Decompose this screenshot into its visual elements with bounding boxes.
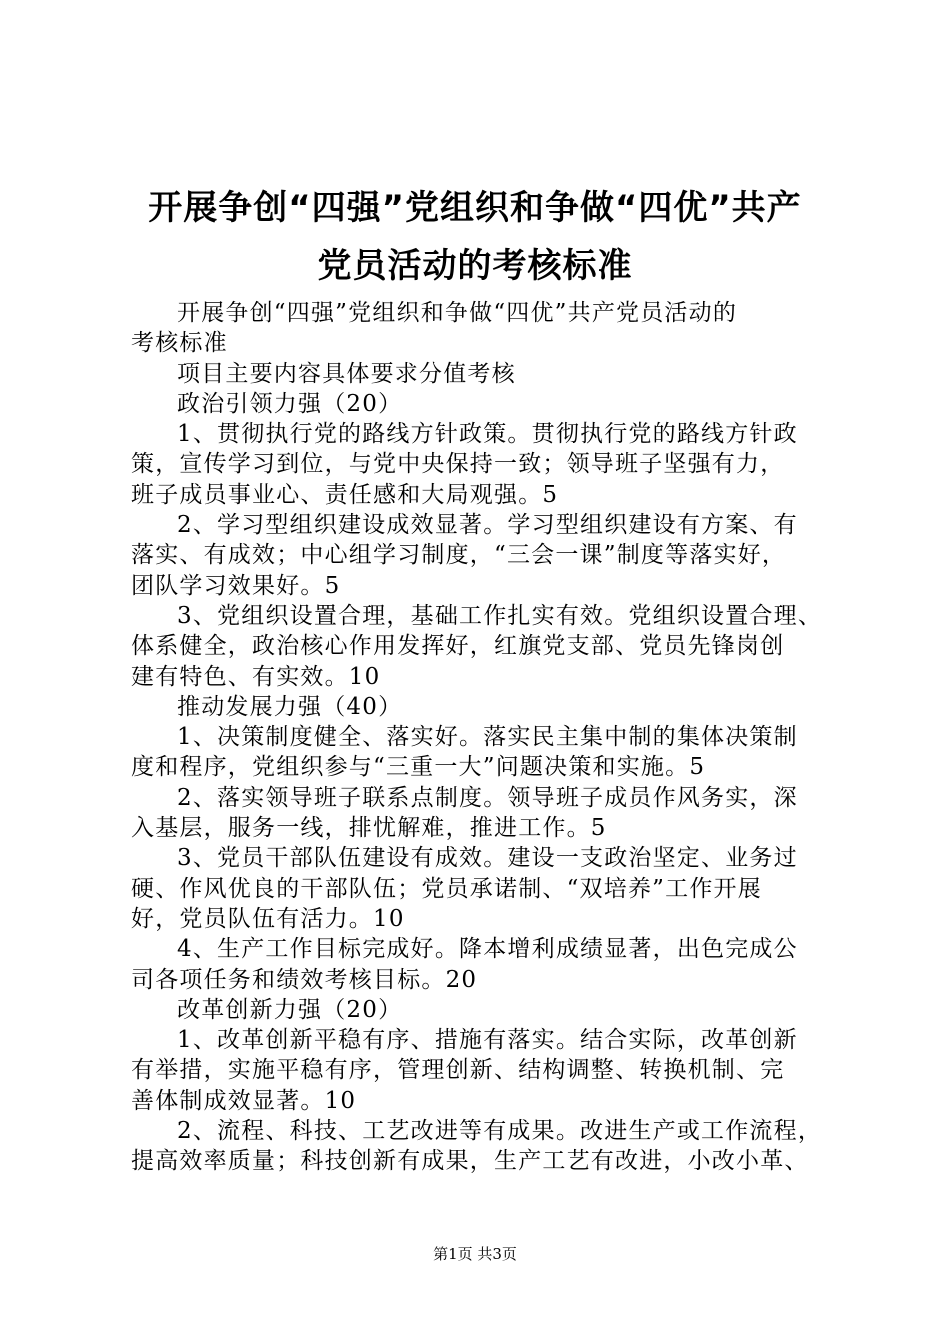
table-header-line: 项目主要内容具体要求分值考核 <box>177 360 516 387</box>
body-line: 4、生产工作目标完成好。降本增利成绩显著，出色完成公 <box>177 936 798 963</box>
body-line: 3、党组织设置合理，基础工作扎实有效。党组织设置合理、 <box>177 602 823 629</box>
body-line: 落实、有成效；中心组学习制度，“三会一课”制度等落实好， <box>131 542 787 569</box>
body-line: 2、流程、科技、工艺改进等有成果。改进生产或工作流程， <box>177 1118 823 1145</box>
body-line: 入基层，服务一线，排忧解难，推进工作。5 <box>131 815 607 842</box>
body-line: 考核标准 <box>131 330 228 357</box>
body-line: 1、改革创新平稳有序、措施有落实。结合实际，改革创新 <box>177 1027 798 1054</box>
page-number-footer: 第1页 共3页 <box>433 1245 517 1263</box>
body-line: 1、决策制度健全、落实好。落实民主集中制的集体决策制 <box>177 724 798 751</box>
body-line: 开展争创“四强”党组织和争做“四优”共产党员活动的 <box>177 300 738 326</box>
body-line: 体系健全，政治核心作用发挥好，红旗党支部、党员先锋岗创 <box>131 633 785 660</box>
body-line: 策，宣传学习到位，与党中央保持一致；领导班子坚强有力， <box>131 451 785 478</box>
body-line: 建有特色、有实效。10 <box>131 663 381 690</box>
document-title-line-2: 党员活动的考核标准 <box>317 246 633 286</box>
body-line: 2、学习型组织建设成效显著。学习型组织建设有方案、有 <box>177 512 798 539</box>
body-line: 1、贯彻执行党的路线方针政策。贯彻执行党的路线方针政 <box>177 421 798 448</box>
document-title-line-1: 开展争创“四强”党组织和争做“四优”共产 <box>148 188 802 228</box>
body-line: 司各项任务和绩效考核目标。20 <box>131 966 478 993</box>
body-line: 2、落实领导班子联系点制度。领导班子成员作风务实，深 <box>177 784 798 811</box>
body-line: 班子成员事业心、责任感和大局观强。5 <box>131 481 559 508</box>
body-line: 硬、作风优良的干部队伍；党员承诺制、“双培养”工作开展 <box>131 875 762 902</box>
body-line: 提高效率质量；科技创新有成果，生产工艺有改进，小改小革、 <box>131 1148 809 1175</box>
body-line: 团队学习效果好。5 <box>131 572 341 599</box>
section-heading: 政治引领力强（20） <box>177 390 403 417</box>
body-line: 3、党员干部队伍建设有成效。建设一支政治坚定、业务过 <box>177 845 798 872</box>
body-line: 好，党员队伍有活力。10 <box>131 905 405 932</box>
body-line: 善体制成效显著。10 <box>131 1087 357 1114</box>
body-line: 有举措，实施平稳有序，管理创新、结构调整、转换机制、完 <box>131 1057 785 1084</box>
document-body <box>131 298 831 1177</box>
section-heading: 推动发展力强（40） <box>177 693 403 720</box>
section-heading: 改革创新力强（20） <box>177 996 403 1023</box>
body-line: 度和程序，党组织参与“三重一大”问题决策和实施。5 <box>131 754 706 781</box>
